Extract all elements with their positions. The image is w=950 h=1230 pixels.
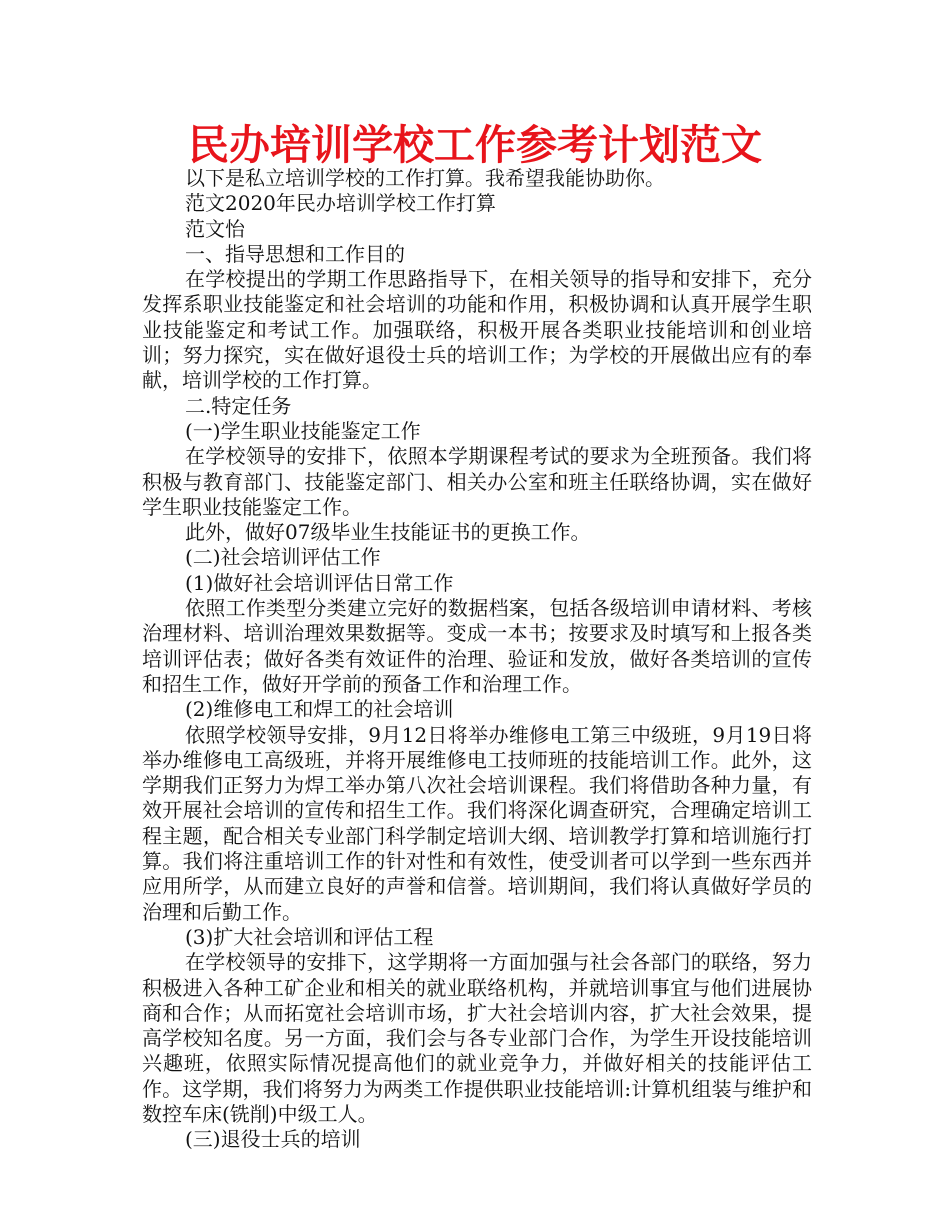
item-heading: (1)做好社会培训评估日常工作 bbox=[185, 570, 454, 595]
item-heading: (3)扩大社会培训和评估工程 bbox=[185, 924, 434, 949]
document-body bbox=[142, 166, 812, 1153]
paragraph-author: 范文怡 bbox=[185, 216, 245, 241]
section-heading-1: 一、指导思想和工作目的 bbox=[185, 241, 405, 266]
subsection-heading: (三)退役士兵的培训 bbox=[185, 1127, 361, 1152]
paragraph-intro: 以下是私立培训学校的工作打算。我希望我能协助你。 bbox=[185, 166, 665, 190]
subsection-heading: (一)学生职业技能鉴定工作 bbox=[185, 418, 421, 443]
document-title: 民办培训学校工作参考计划范文 bbox=[188, 121, 762, 169]
paragraph-subtitle: 范文2020年民办培训学校工作打算 bbox=[185, 191, 496, 216]
paragraph: 依照学校领导安排，9月12日将举办维修电工第三中级班，9月19日将举办维修电工高级班，并将开展维修电工技师班的技能培训工作。此外，这学期我们正努力为焊工举办第八次社会培训课程。我们将借助各种力量，有效开展社会培训的宣传和招生工作。我们将深化调查研究，合理确定培训工程主题，配合相关专业部门科学制定培训大纲、培训教学打算和培训施行打算。我们将注重培训工作的针对性和有效性，使受训者可以学到一些东西并应用所学，从而建立良好的声誉和信誉。培训期间，我们将认真做好学员的治理和后勤工作。 bbox=[142, 722, 812, 924]
item-heading: (2)维修电工和焊工的社会培训 bbox=[185, 697, 454, 722]
paragraph: 依照工作类型分类建立完好的数据档案，包括各级培训申请材料、考核治理材料、培训治理效果数据等。变成一本书；按要求及时填写和上报各类培训评估表；做好各类有效证件的治理、验证和发放，做好各类培训的宣传和招生工作，做好开学前的预备工作和治理工作。 bbox=[142, 596, 812, 696]
paragraph: 在学校领导的安排下，这学期将一方面加强与社会各部门的联络，努力积极进入各种工矿企业和相关的就业联络机构，并就培训事宜与他们进展协商和合作；从而拓宽社会培训市场，扩大社会培训内容，扩大社会效果，提高学校知名度。另一方面，我们会与各专业部门合作，为学生开设技能培训兴趣班，依照实际情况提高他们的就业竞争力，并做好相关的技能评估工作。这学期，我们将努力为两类工作提供职业技能培训:计算机组装与维护和数控车床(铣削)中级工人。 bbox=[142, 950, 812, 1126]
paragraph: 在学校提出的学期工作思路指导下，在相关领导的指导和安排下，充分发挥系职业技能鉴定和社会培训的功能和作用，积极协调和认真开展学生职业技能鉴定和考试工作。加强联络，积极开展各类职业技能培训和创业培训；努力探究，实在做好退役士兵的培训工作；为学校的开展做出应有的奉献，培训学校的工作打算。 bbox=[142, 267, 812, 393]
subsection-heading: (二)社会培训评估工作 bbox=[185, 545, 381, 570]
section-heading-2: 二.特定任务 bbox=[185, 393, 292, 418]
paragraph: 在学校领导的安排下，依照本学期课程考试的要求为全班预备。我们将积极与教育部门、技能鉴定部门、相关办公室和班主任联络协调，实在做好学生职业技能鉴定工作。 bbox=[142, 444, 812, 519]
paragraph: 此外，做好07级毕业生技能证书的更换工作。 bbox=[185, 520, 591, 545]
